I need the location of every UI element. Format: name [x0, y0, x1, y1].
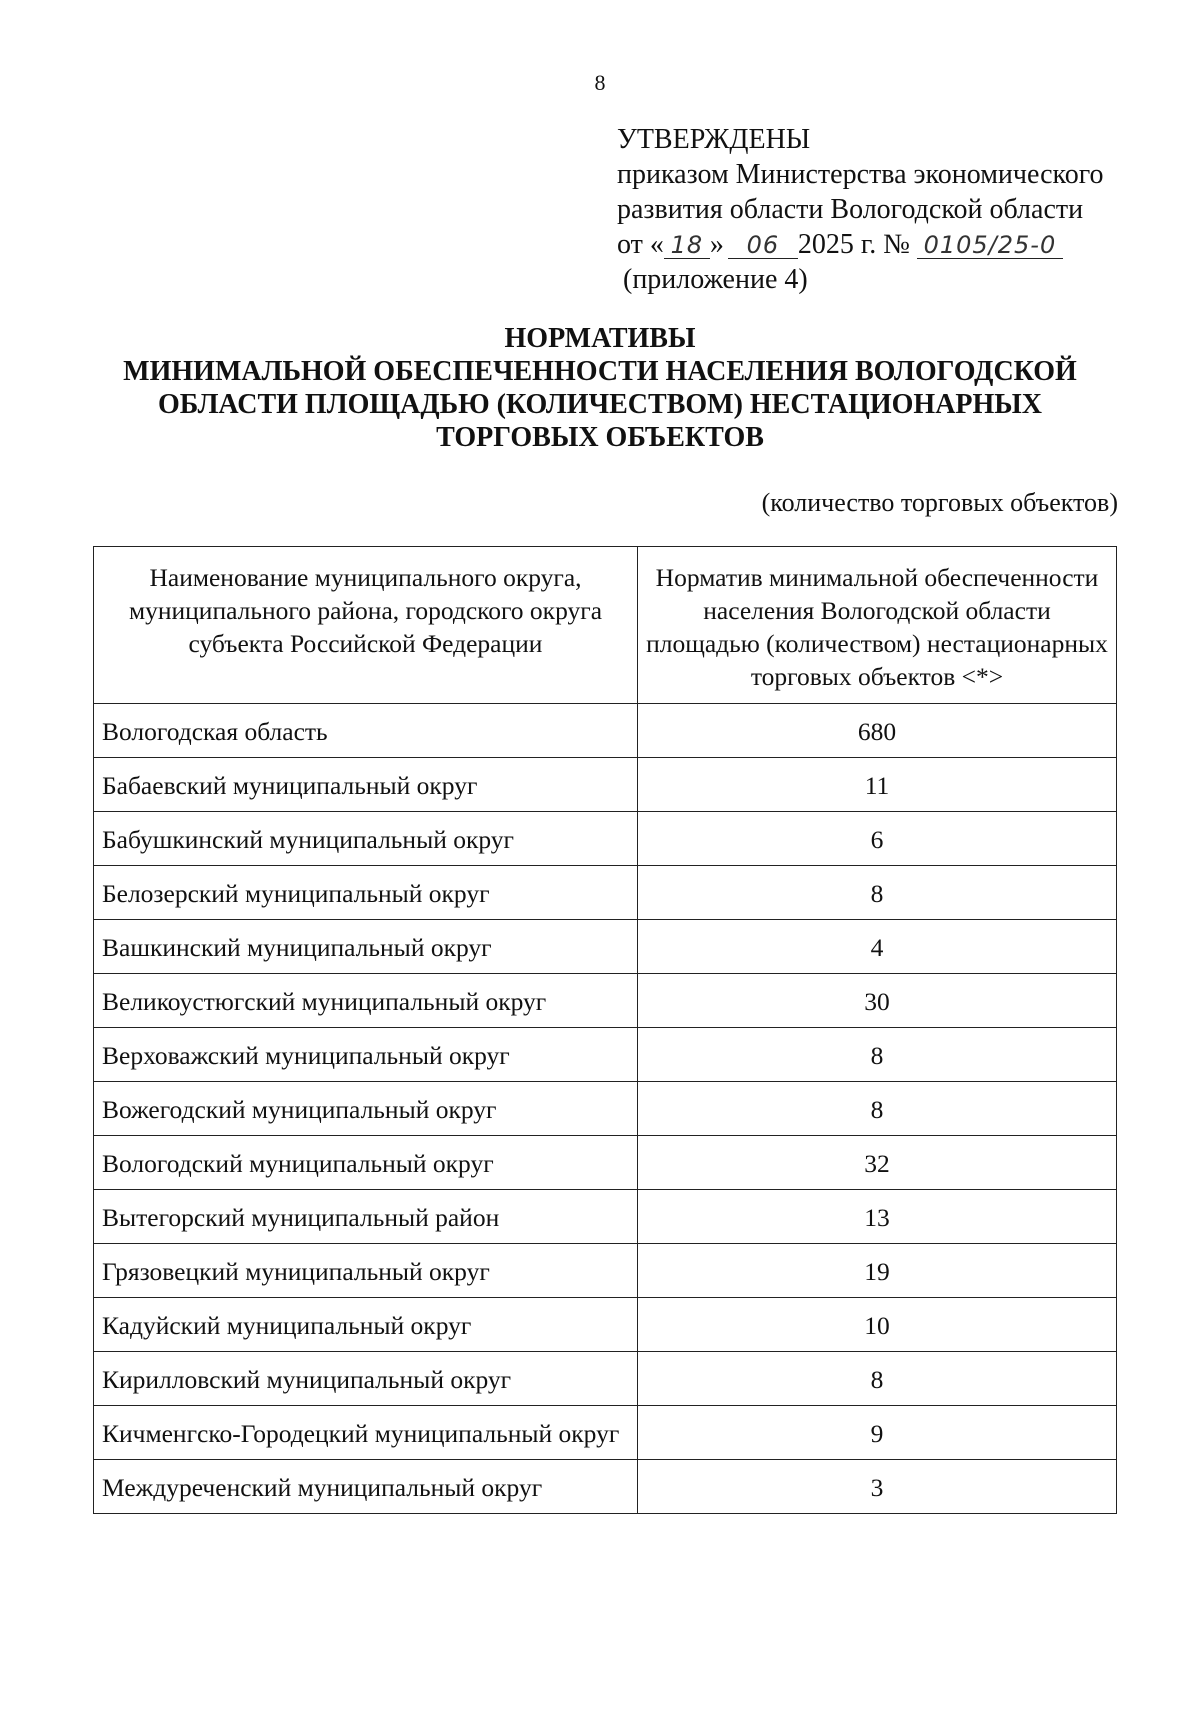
table-row [94, 1136, 1117, 1190]
unit-note: (количество торговых объектов) [761, 488, 1118, 517]
row-name: Великоустюгский муниципальный округ [94, 974, 638, 1028]
row-value: 9 [638, 1406, 1117, 1460]
row-value: 4 [638, 920, 1117, 974]
table-row [94, 1406, 1117, 1460]
row-value: 11 [638, 758, 1117, 812]
row-name: Бабаевский муниципальный округ [94, 758, 638, 812]
column-header-name: Наименование муниципального округа, муниципального района, городского округа субъекта Российской Федерации [94, 547, 638, 704]
title-line-3: ОБЛАСТИ ПЛОЩАДЬЮ (КОЛИЧЕСТВОМ) НЕСТАЦИОНАРНЫХ [157, 389, 1043, 420]
table-row [94, 812, 1117, 866]
row-value: 8 [638, 866, 1117, 920]
row-value: 3 [638, 1460, 1117, 1514]
table-row [94, 1460, 1117, 1514]
handwritten-day: 18 [664, 232, 710, 259]
approval-heading: УТВЕРЖДЕНЫ [617, 124, 811, 155]
row-value: 680 [638, 704, 1117, 758]
row-value: 13 [638, 1190, 1117, 1244]
table-row [94, 1190, 1117, 1244]
row-value: 8 [638, 1082, 1117, 1136]
handwritten-month: 06 [728, 232, 798, 259]
table-row [94, 1028, 1117, 1082]
table-row [94, 866, 1117, 920]
table-header-row [94, 547, 1117, 704]
row-name: Междуреченский муниципальный округ [94, 1460, 638, 1514]
title-line-2: МИНИМАЛЬНОЙ ОБЕСПЕЧЕННОСТИ НАСЕЛЕНИЯ ВОЛОГОДСКОЙ [123, 356, 1077, 387]
title-line-4: ТОРГОВЫХ ОБЪЕКТОВ [436, 422, 764, 453]
row-value: 8 [638, 1028, 1117, 1082]
approval-block [617, 122, 1104, 297]
table-row [94, 974, 1117, 1028]
row-name: Вытегорский муниципальный район [94, 1190, 638, 1244]
approval-line-2: развития области Вологодской области [617, 194, 1084, 225]
row-value: 19 [638, 1244, 1117, 1298]
row-name: Кадуйский муниципальный округ [94, 1298, 638, 1352]
table-row [94, 1298, 1117, 1352]
row-name: Вологодский муниципальный округ [94, 1136, 638, 1190]
row-name: Бабушкинский муниципальный округ [94, 812, 638, 866]
handwritten-order-number: 0105/25-0 [917, 232, 1063, 259]
column-header-value: Норматив минимальной обеспеченности населения Вологодской области площадью (количеством) нестационарных торговых объектов <*> [638, 547, 1117, 704]
row-name: Вожегодский муниципальный округ [94, 1082, 638, 1136]
row-name: Грязовецкий муниципальный округ [94, 1244, 638, 1298]
table-row [94, 1082, 1117, 1136]
approval-date-line [617, 227, 1104, 262]
date-prefix: от « [617, 229, 664, 260]
year-text: 2025 г. № [797, 229, 910, 260]
document-title [100, 322, 1100, 454]
table-row [94, 920, 1117, 974]
row-name: Кичменгско-Городецкий муниципальный округ [94, 1406, 638, 1460]
title-line-1: НОРМАТИВЫ [504, 323, 696, 354]
row-value: 10 [638, 1298, 1117, 1352]
appendix-note: (приложение 4) [623, 264, 808, 295]
approval-line-1: приказом Министерства экономического [617, 159, 1104, 190]
date-mid: » [709, 229, 724, 260]
table-row [94, 758, 1117, 812]
table-row [94, 1352, 1117, 1406]
row-name: Вологодская область [94, 704, 638, 758]
row-name: Белозерский муниципальный округ [94, 866, 638, 920]
row-value: 30 [638, 974, 1117, 1028]
table-row [94, 1244, 1117, 1298]
row-name: Кирилловский муниципальный округ [94, 1352, 638, 1406]
page-number: 8 [594, 70, 606, 95]
norms-table [93, 546, 1117, 1514]
row-name: Вашкинский муниципальный округ [94, 920, 638, 974]
table-row [94, 704, 1117, 758]
row-value: 8 [638, 1352, 1117, 1406]
row-name: Верховажский муниципальный округ [94, 1028, 638, 1082]
row-value: 6 [638, 812, 1117, 866]
row-value: 32 [638, 1136, 1117, 1190]
